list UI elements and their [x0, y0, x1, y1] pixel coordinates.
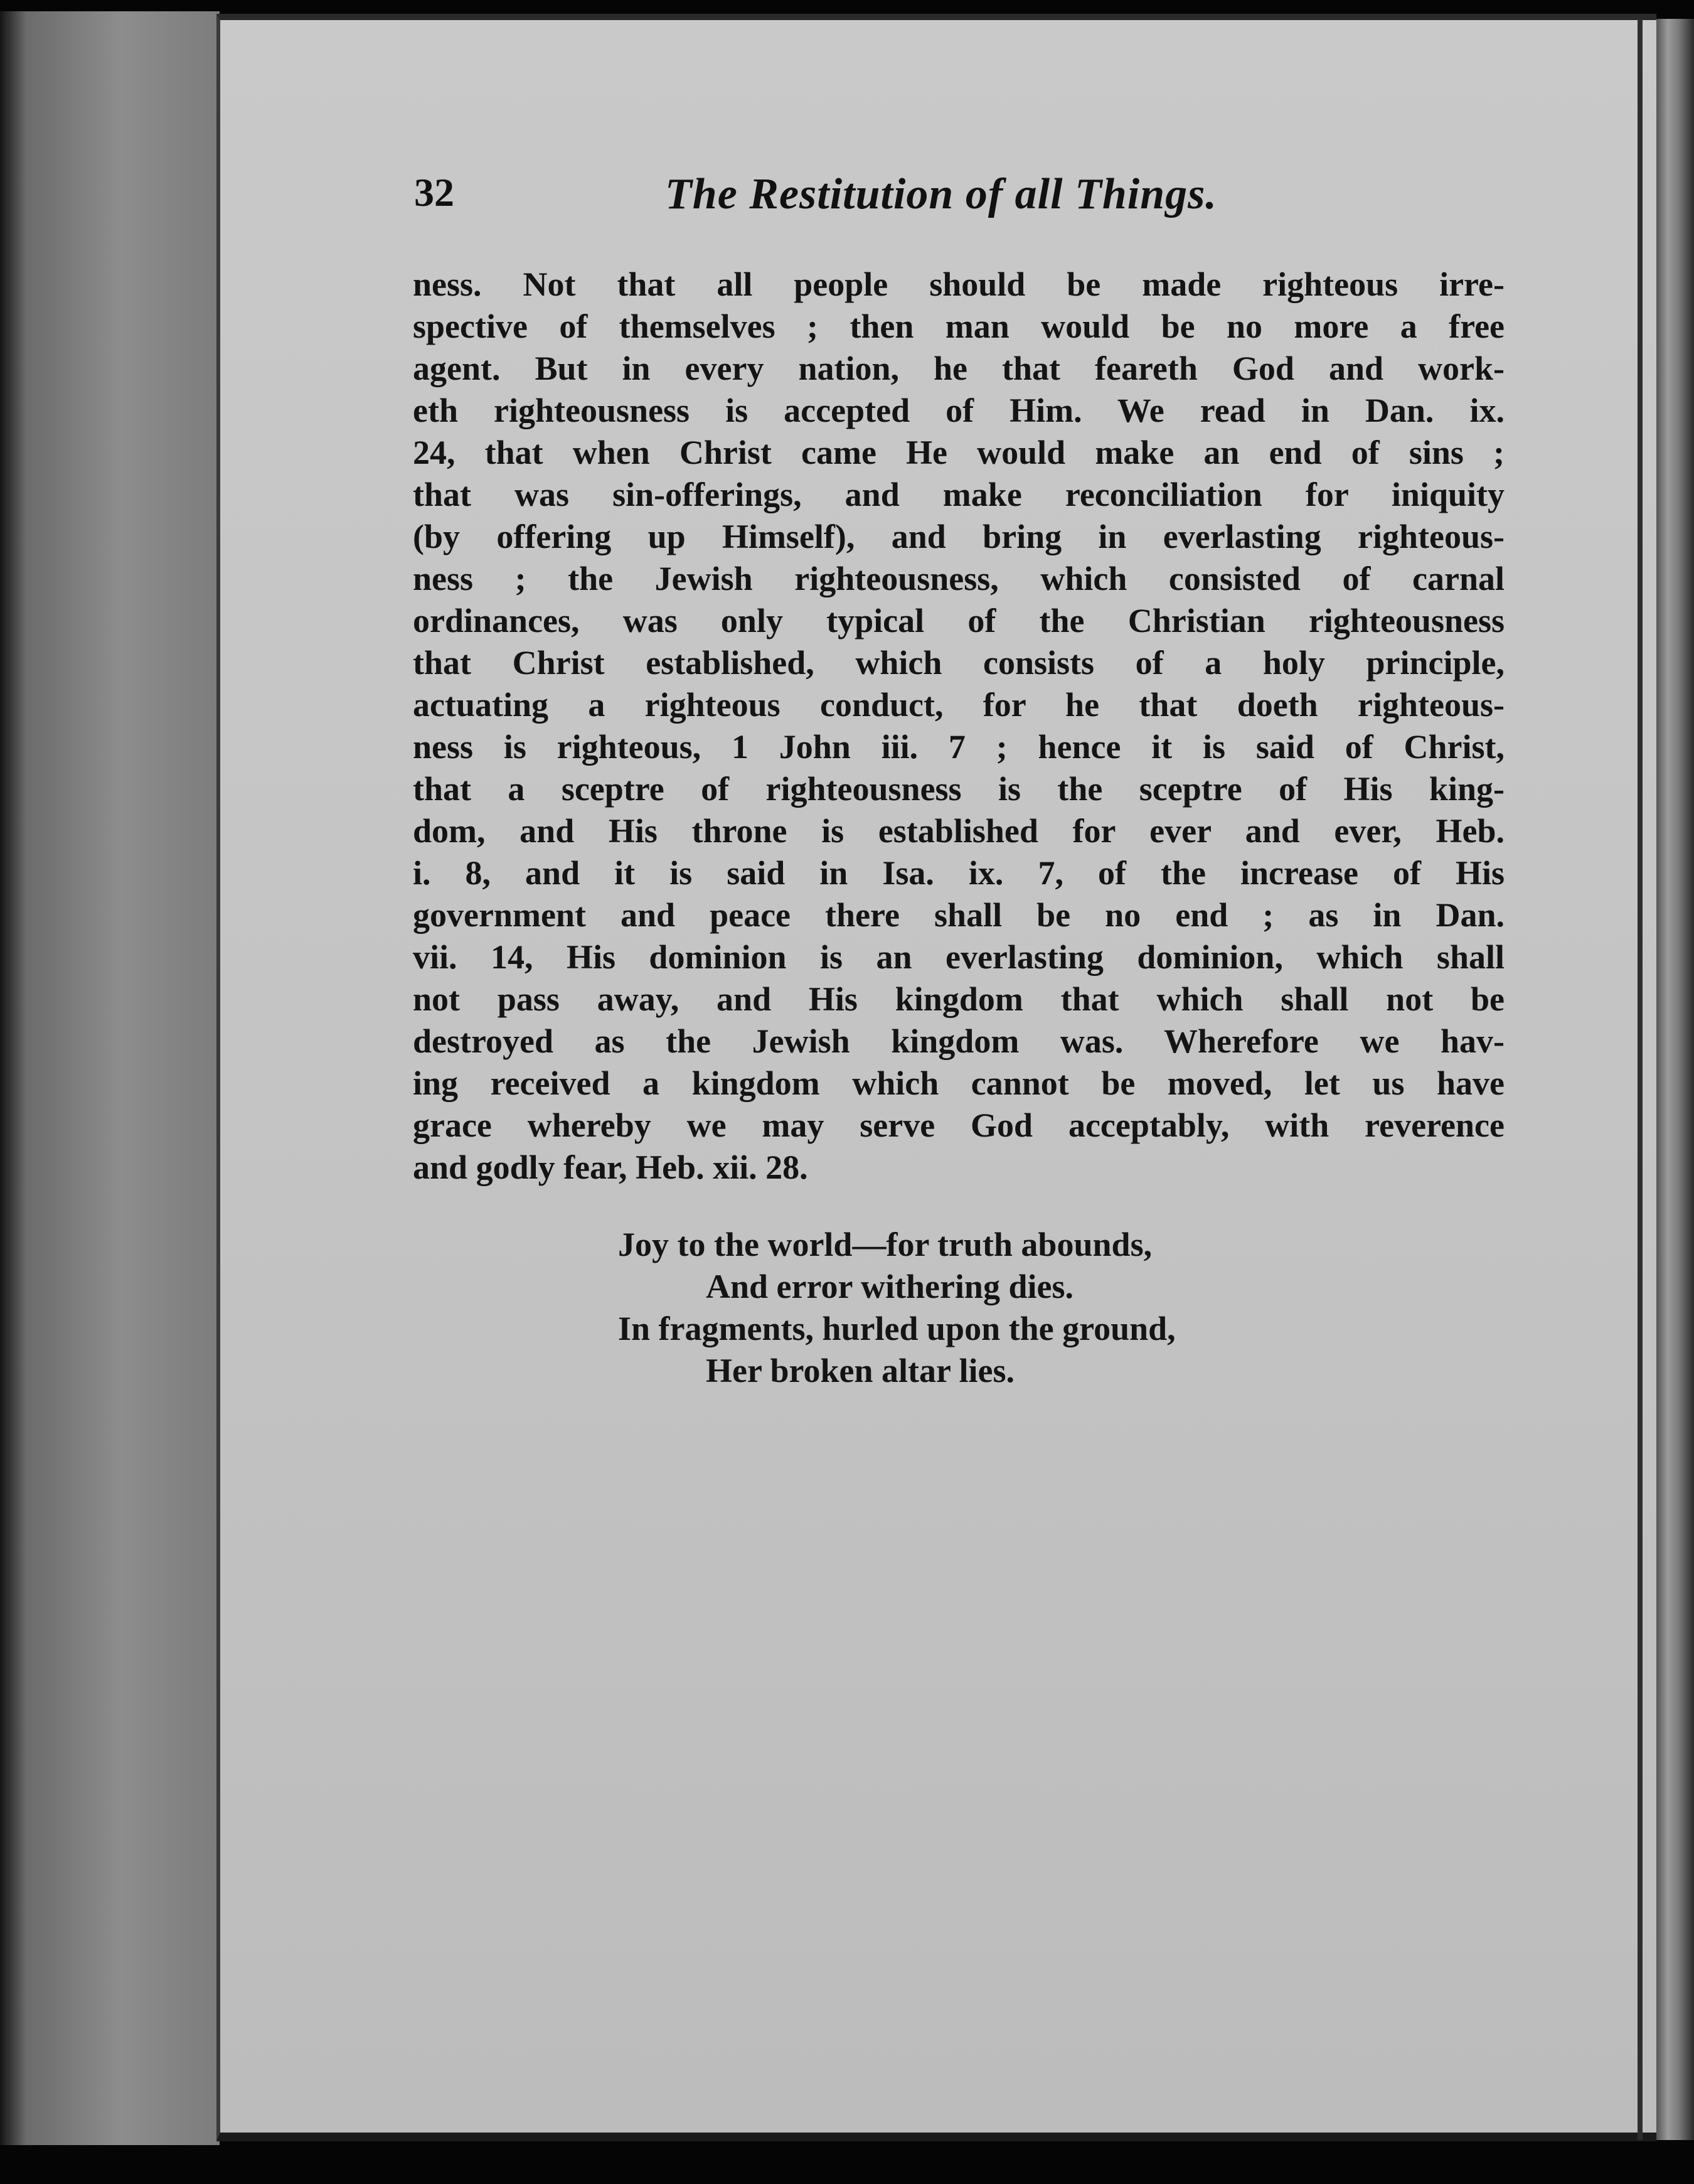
poem-line: In fragments, hurled upon the ground,	[618, 1310, 1176, 1347]
text-line: eth righteousness is accepted of Him. We read in Dan. ix.	[413, 392, 1505, 429]
text-line: 24, that when Christ came He would make an end of sins ;	[413, 434, 1505, 471]
text-line: actuating a righteous conduct, for he that doeth righteous-	[413, 686, 1505, 724]
text-line: ness. Not that all people should be made righteous irre-	[413, 265, 1505, 303]
page-number: 32	[414, 170, 454, 215]
text-line: that was sin-offerings, and make reconciliation for iniquity	[413, 476, 1505, 513]
text-line: dom, and His throne is established for ever and ever, Heb.	[413, 812, 1505, 850]
poem-line: Joy to the world—for truth abounds,	[618, 1226, 1153, 1263]
text-line: not pass away, and His kingdom that which shall not be	[413, 980, 1505, 1018]
text-line: government and peace there shall be no end ; as in Dan.	[413, 896, 1505, 934]
text-line: grace whereby we may serve God acceptably, with reverence	[413, 1106, 1505, 1144]
facing-page-margin	[0, 11, 220, 2145]
poem-line: Her broken altar lies.	[706, 1352, 1015, 1389]
text-line: and godly fear, Heb. xii. 28.	[413, 1148, 808, 1186]
text-line: ness ; the Jewish righteousness, which consisted of carnal	[413, 560, 1505, 597]
text-line: ordinances, was only typical of the Christian righteousness	[413, 602, 1505, 640]
poem-stanza	[618, 1224, 1371, 1392]
text-line: spective of themselves ; then man would be no more a free	[413, 308, 1505, 345]
poem-line: And error withering dies.	[706, 1268, 1073, 1305]
text-line: that Christ established, which consists of a holy principle,	[413, 644, 1505, 682]
text-line: destroyed as the Jewish kingdom was. Wherefore we hav-	[413, 1022, 1505, 1060]
page-edge	[1656, 19, 1694, 2140]
running-title: The Restitution of all Things.	[665, 170, 1217, 218]
page-header	[414, 169, 1292, 232]
text-line: ing received a kingdom which cannot be moved, let us have	[413, 1064, 1505, 1102]
text-line: i. 8, and it is said in Isa. ix. 7, of the increase of His	[413, 854, 1505, 892]
text-line: agent. But in every nation, he that feareth God and work-	[413, 350, 1505, 387]
text-line: that a sceptre of righteousness is the sceptre of His king-	[413, 770, 1505, 808]
text-line: vii. 14, His dominion is an everlasting dominion, which shall	[413, 938, 1505, 976]
text-line: (by offering up Himself), and bring in everlasting righteous-	[413, 518, 1505, 555]
text-line: ness is righteous, 1 John iii. 7 ; hence it is said of Christ,	[413, 728, 1505, 766]
page-edge-shadow	[1638, 19, 1643, 2140]
body-paragraph	[413, 264, 1505, 1189]
